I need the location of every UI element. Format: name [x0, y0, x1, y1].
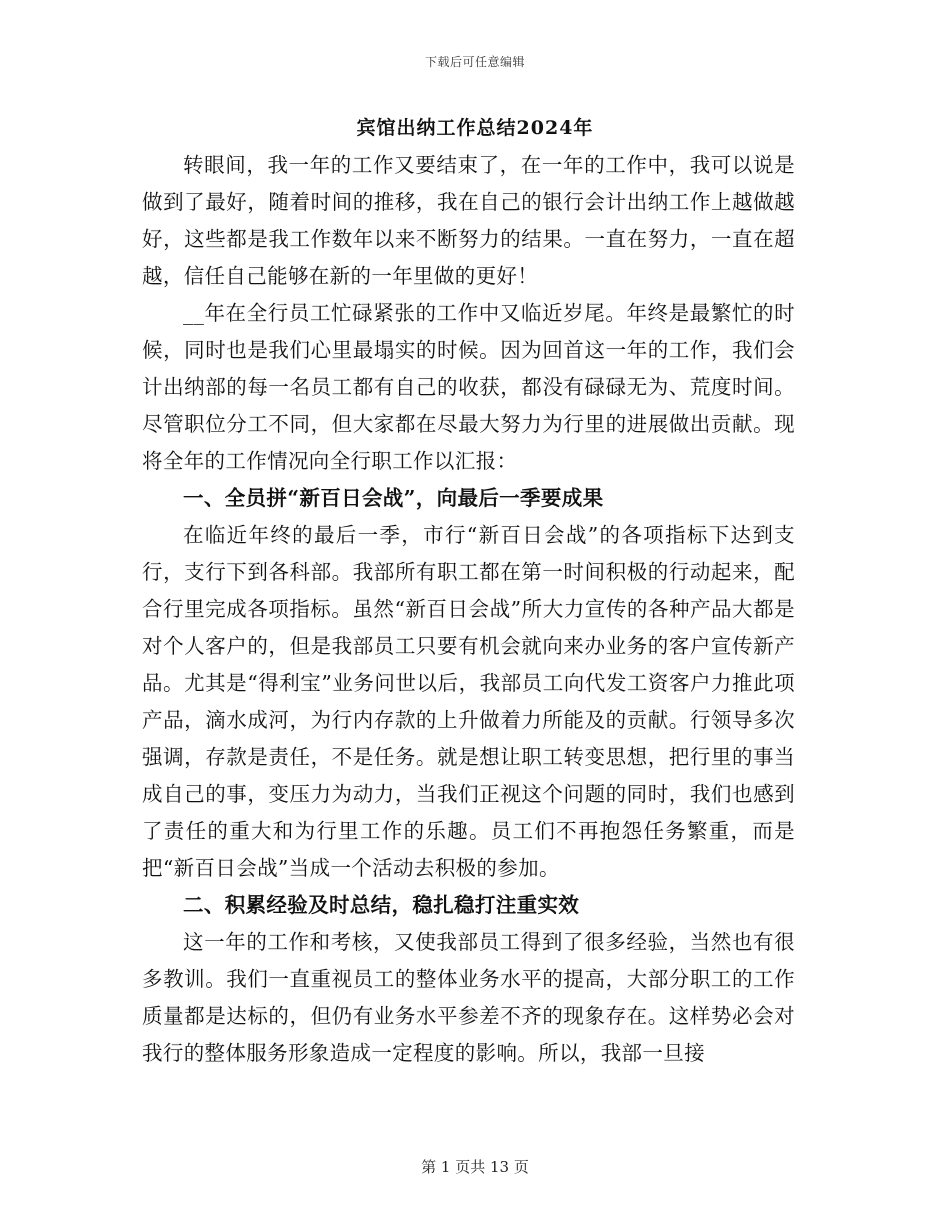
paragraph-section-1: 在临近年终的最后一季，市行“新百日会战”的各项指标下达到支行，支行下到各科部。我部所有职工都在第一时间积极的行动起来，配合行里完成各项指标。虽然“新百日会战”所大力宣传的各种产品大都是对个人客户的，但是我部员工只要有机会就向来办业务的客户宣传新产品。尤其是“得利宝”业务问世以后，我部员工向代发工资客户力推此项产品，滴水成河，为行内存款的上升做着力所能及的贡献。行领导多次强调，存款是责任，不是任务。就是想让职工转变思想，把行里的事当成自己的事，变压力为动力，当我们正视这个问题的同时，我们也感到了责任的重大和为行里工作的乐趣。员工们不再抱怨任务繁重，而是把“新百日会战”当成一个活动去积极的参加。 [142, 523, 795, 880]
paragraph-section-2: 这一年的工作和考核，又使我部员工得到了很多经验，当然也有很多教训。我们一直重视员工的整体业务水平的提高，大部分职工的工作质量都是达标的，但仍有业务水平参差不齐的现象存在。这样势必会对我行的整体服务形象造成一定程度的影响。所以，我部一旦接 [142, 930, 795, 1065]
section-heading-2: 二、积累经验及时总结，稳扎稳打注重实效 [183, 893, 580, 917]
paragraph-overview: __年在全行员工忙碌紧张的工作中又临近岁尾。年终是最繁忙的时候，同时也是我们心里最塌实的时候。因为回首这一年的工作，我们会计出纳部的每一名员工都有自己的收获，都没有碌碌无为、荒度时间。尽管职位分工不同，但大家都在尽最大努力为行里的进展做出贡献。现将全年的工作情况向全行职工作以汇报： [142, 301, 795, 473]
page-header: 下载后可任意编辑 [424, 55, 525, 69]
document-body [142, 147, 795, 1072]
document-title: 宾馆出纳工作总结2024年 [356, 117, 594, 139]
page-footer: 第 1 页共 13 页 [421, 1158, 529, 1176]
section-heading-1: 一、全员拼“新百日会战”，向最后一季要成果 [183, 486, 604, 510]
paragraph-intro: 转眼间，我一年的工作又要结束了，在一年的工作中，我可以说是做到了最好，随着时间的推移，我在自己的银行会计出纳工作上越做越好，这些都是我工作数年以来不断努力的结果。一直在努力，一直在超越，信任自己能够在新的一年里做的更好！ [142, 153, 795, 288]
